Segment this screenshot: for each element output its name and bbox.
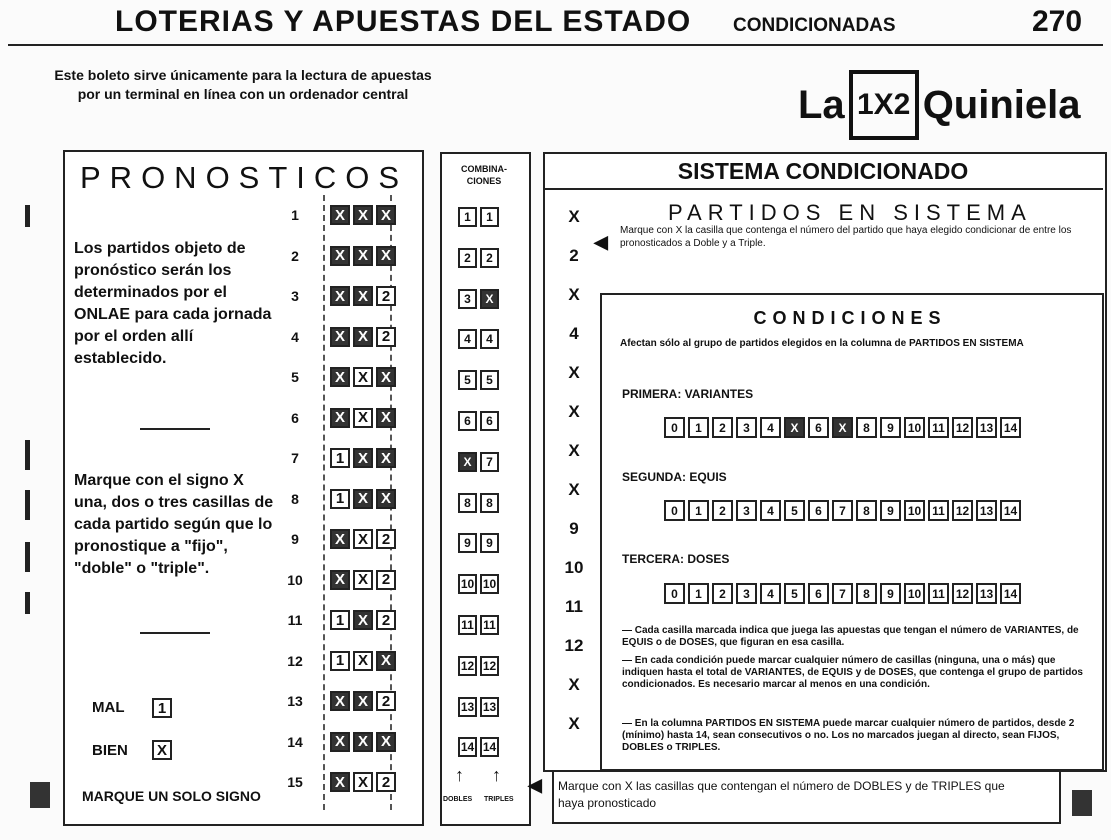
prediction-row xyxy=(330,529,399,549)
prediction-cell[interactable]: X xyxy=(376,732,396,752)
logo-right: Quiniela xyxy=(922,82,1081,127)
arrow-left-icon: ◀ xyxy=(594,232,608,252)
condition-cell[interactable]: 6 xyxy=(808,417,829,438)
condition-cell[interactable]: 7 xyxy=(832,583,853,604)
condiciones-panel xyxy=(600,293,1104,771)
prediction-cell[interactable]: X xyxy=(330,691,350,711)
prediction-cell[interactable]: X xyxy=(353,489,373,509)
divider xyxy=(140,428,210,430)
combination-cell[interactable]: X xyxy=(458,452,477,472)
combination-cell[interactable]: 5 xyxy=(480,370,499,390)
condition-cell[interactable]: 10 xyxy=(904,500,925,521)
condiciones-subtitle: Afectan sólo al grupo de partidos elegidos en la columna de PARTIDOS EN SISTEMA xyxy=(620,338,1024,349)
prediction-cell[interactable]: X xyxy=(353,246,373,266)
corner-mark xyxy=(1072,790,1092,816)
combination-cell[interactable]: 5 xyxy=(458,370,477,390)
timing-mark xyxy=(25,205,30,227)
combination-cell[interactable]: 1 xyxy=(458,207,477,227)
sistema-title: SISTEMA CONDICIONADO xyxy=(677,158,969,184)
sistema-match-cell[interactable]: X xyxy=(568,402,580,421)
match-number: 2 xyxy=(291,247,299,264)
tercera-label: TERCERA: DOSES xyxy=(622,552,730,566)
timing-mark xyxy=(25,542,30,572)
bien-label: BIEN xyxy=(92,742,128,759)
sistema-match-cell[interactable]: X xyxy=(568,675,580,694)
prediction-cell[interactable]: X xyxy=(330,246,350,266)
info-text xyxy=(48,66,438,104)
combinaciones-title: COMBINA-CIONES xyxy=(461,164,507,186)
condition-cell[interactable]: 1 xyxy=(688,417,709,438)
sistema-match-cell[interactable]: X xyxy=(568,363,580,382)
sistema-match-cell[interactable]: 2 xyxy=(569,246,579,265)
combination-cell[interactable]: 11 xyxy=(480,615,499,635)
prediction-cell[interactable]: X xyxy=(376,448,396,468)
info-line-2: por un terminal en línea con un ordenador central xyxy=(77,86,409,102)
sistema-match-cell[interactable]: X xyxy=(568,285,580,304)
prediction-row xyxy=(330,286,399,306)
prediction-cell[interactable]: X xyxy=(376,246,396,266)
prediction-cell[interactable]: X xyxy=(330,570,350,590)
condition-cell[interactable]: 2 xyxy=(712,417,733,438)
condition-cell[interactable]: 9 xyxy=(880,500,901,521)
prediction-cell[interactable]: X xyxy=(353,651,373,671)
header-divider xyxy=(8,44,1103,46)
combination-cell[interactable]: 14 xyxy=(458,737,477,757)
condition-cell[interactable]: 12 xyxy=(952,500,973,521)
prediction-cell[interactable]: X xyxy=(330,367,350,387)
prediction-cell[interactable]: X xyxy=(353,691,373,711)
prediction-row xyxy=(330,205,399,225)
pronosticos-title: PRONOSTICOS xyxy=(80,160,409,195)
sistema-match-cell[interactable]: X xyxy=(568,480,580,499)
prediction-cell[interactable]: X xyxy=(353,529,373,549)
combination-row xyxy=(458,615,502,635)
condition-cell[interactable]: 4 xyxy=(760,500,781,521)
match-number: 7 xyxy=(291,450,299,466)
logo-mark: 1X2 xyxy=(849,70,919,140)
prediction-row xyxy=(330,772,399,792)
match-number: 6 xyxy=(291,409,299,426)
prediction-row xyxy=(330,327,399,347)
condition-cell[interactable]: 8 xyxy=(856,583,877,604)
condiciones-title: CONDICIONES xyxy=(753,308,947,328)
condition-cell[interactable]: 14 xyxy=(1000,500,1021,521)
condition-cell[interactable]: 2 xyxy=(712,583,733,604)
condition-cell[interactable]: 3 xyxy=(736,417,757,438)
combination-cell[interactable]: 10 xyxy=(480,574,499,594)
prediction-cell[interactable]: 2 xyxy=(376,327,396,347)
header-number: 270 xyxy=(1032,5,1083,38)
prediction-cell[interactable]: X xyxy=(353,732,373,752)
condition-cell[interactable]: 9 xyxy=(880,417,901,438)
partidos-text: Marque con X la casilla que contenga el número del partido que haya elegido condicionar de entre los pronosticados a Doble y a Triple. xyxy=(620,225,1072,249)
combination-cell[interactable]: 10 xyxy=(458,574,477,594)
prediction-cell[interactable]: 1 xyxy=(330,489,350,509)
sistema-match-cell[interactable]: X xyxy=(568,441,580,460)
condition-cell[interactable]: 6 xyxy=(808,500,829,521)
condition-cell[interactable]: 4 xyxy=(760,583,781,604)
condition-cell[interactable]: X xyxy=(784,417,805,438)
arrow-up-icon: ↑ xyxy=(492,765,501,785)
combination-row xyxy=(458,574,502,594)
prediction-cell[interactable]: X xyxy=(353,205,373,225)
condition-cell[interactable]: 10 xyxy=(904,583,925,604)
prediction-cell[interactable]: X xyxy=(376,489,396,509)
bottom-instruction-text: Marque con X las casillas que contengan el número de DOBLES y de TRIPLES que haya pronosticado xyxy=(558,779,1005,810)
condition-cell[interactable]: 2 xyxy=(712,500,733,521)
match-number: 11 xyxy=(287,612,303,628)
sistema-match-cell[interactable]: X xyxy=(568,207,580,226)
combination-cell[interactable]: 6 xyxy=(480,411,499,431)
sistema-divider xyxy=(543,188,1103,190)
combination-cell[interactable]: 9 xyxy=(458,533,477,553)
match-number: 4 xyxy=(291,328,299,345)
sistema-match-cell[interactable]: 10 xyxy=(564,558,584,577)
match-number: 5 xyxy=(291,369,299,385)
prediction-cell[interactable]: X xyxy=(330,327,350,347)
prediction-cell[interactable]: X xyxy=(353,448,373,468)
prediction-cell[interactable]: X xyxy=(376,651,396,671)
prediction-cell[interactable]: 2 xyxy=(376,772,396,792)
prediction-cell[interactable]: X xyxy=(330,772,350,792)
prediction-row xyxy=(330,691,399,711)
tercera-cells xyxy=(664,583,1024,604)
prediction-cell[interactable]: X xyxy=(353,570,373,590)
match-number: 9 xyxy=(291,531,299,547)
combination-cell[interactable]: 1 xyxy=(480,207,499,227)
header-subtitle: CONDICIONADAS xyxy=(733,15,896,36)
divider xyxy=(140,632,210,634)
combination-cell[interactable]: 12 xyxy=(458,656,477,676)
timing-mark xyxy=(25,490,30,520)
condition-cell[interactable]: 13 xyxy=(976,417,997,438)
bien-example-cell: X xyxy=(152,740,172,760)
partidos-title: PARTIDOS EN SISTEMA xyxy=(668,200,1032,225)
condition-cell[interactable]: 11 xyxy=(928,500,949,521)
combination-cell[interactable]: X xyxy=(480,289,499,309)
combination-cell[interactable]: 8 xyxy=(458,493,477,513)
prediction-cell[interactable]: X xyxy=(376,408,396,428)
prediction-cell[interactable]: X xyxy=(330,408,350,428)
prediction-row xyxy=(330,448,399,468)
note-2: — En cada condición puede marcar cualquier número de casillas (ninguna, una o más) que indiquen hasta el total de VARIANTES, de EQUIS y de DOSES, que contenga el grupo de partidos condicionados. Es necesario marcar al menos en una condición. xyxy=(622,655,1083,690)
prediction-cell[interactable]: X xyxy=(330,732,350,752)
combination-cell[interactable]: 13 xyxy=(480,697,499,717)
match-number: 1 xyxy=(291,207,299,223)
combination-cell[interactable]: 4 xyxy=(458,329,477,349)
condition-cell[interactable]: 13 xyxy=(976,583,997,604)
condition-cell[interactable]: 3 xyxy=(736,500,757,521)
combination-row xyxy=(458,493,502,513)
pronosticos-instructions: Marque con el signo X una, dos o tres casillas de cada partido según que lo pronostique a "fijo", "doble" o "triple". xyxy=(74,472,274,577)
prediction-row xyxy=(330,651,399,671)
prediction-cell[interactable]: 2 xyxy=(376,529,396,549)
mal-example-cell: 1 xyxy=(152,698,172,718)
sistema-match-cell[interactable]: X xyxy=(568,714,580,733)
prediction-cell[interactable]: 2 xyxy=(376,286,396,306)
condition-cell[interactable]: 14 xyxy=(1000,583,1021,604)
combination-row xyxy=(458,370,502,390)
prediction-row xyxy=(330,732,399,752)
condition-cell[interactable]: 14 xyxy=(1000,417,1021,438)
prediction-cell[interactable]: X xyxy=(353,327,373,347)
condition-cell[interactable]: 1 xyxy=(688,500,709,521)
arrow-left-icon: ◀ xyxy=(528,775,542,795)
prediction-row xyxy=(330,246,399,266)
match-number: 12 xyxy=(287,652,303,669)
combination-cell[interactable]: 6 xyxy=(458,411,477,431)
match-number: 13 xyxy=(287,693,303,709)
segunda-cells xyxy=(664,500,1024,521)
condition-cell[interactable]: 5 xyxy=(784,500,805,521)
timing-mark xyxy=(25,592,30,614)
prediction-cell[interactable]: X xyxy=(376,367,396,387)
dobles-label: DOBLES xyxy=(443,796,473,803)
prediction-cell[interactable]: X xyxy=(353,286,373,306)
prediction-cell[interactable]: X xyxy=(330,286,350,306)
sistema-match-cell[interactable]: 9 xyxy=(569,519,579,538)
condition-cell[interactable]: 12 xyxy=(952,417,973,438)
sistema-match-cell[interactable]: 12 xyxy=(564,636,584,655)
prediction-cell[interactable]: 2 xyxy=(376,610,396,630)
match-number: 10 xyxy=(287,571,303,588)
prediction-cell[interactable]: X xyxy=(330,529,350,549)
mal-label: MAL xyxy=(92,699,125,716)
logo-left: La xyxy=(798,82,845,127)
condition-cell[interactable]: 3 xyxy=(736,583,757,604)
combination-cell[interactable]: 13 xyxy=(458,697,477,717)
condition-cell[interactable]: 0 xyxy=(664,417,685,438)
prediction-cell[interactable]: 2 xyxy=(376,691,396,711)
condition-cell[interactable]: 10 xyxy=(904,417,925,438)
prediction-cell[interactable]: 2 xyxy=(376,570,396,590)
segunda-label: SEGUNDA: EQUIS xyxy=(622,470,727,484)
combination-row xyxy=(458,248,502,268)
combination-cell[interactable]: 7 xyxy=(480,452,499,472)
combination-row xyxy=(458,411,502,431)
condition-cell[interactable]: 4 xyxy=(760,417,781,438)
prediction-cell[interactable]: X xyxy=(353,408,373,428)
condition-cell[interactable]: 9 xyxy=(880,583,901,604)
combination-cell[interactable]: 3 xyxy=(458,289,477,309)
sistema-match-cell[interactable]: 11 xyxy=(565,597,583,616)
arrow-up-icon: ↑ xyxy=(455,765,464,785)
prediction-row xyxy=(330,367,399,387)
combination-row xyxy=(458,697,502,717)
note-3: — En la columna PARTIDOS EN SISTEMA puede marcar cualquier número de partidos, desde 2 (mínimo) hasta 14, sean consecutivos o no. Los no marcados juegan al directo, sean FIJOS, DOBLES o TRIPLES. xyxy=(622,718,1075,753)
prediction-cell[interactable]: 1 xyxy=(330,610,350,630)
condition-cell[interactable]: 1 xyxy=(688,583,709,604)
combination-row xyxy=(458,737,502,757)
combination-cell[interactable]: 4 xyxy=(480,329,499,349)
condition-cell[interactable]: X xyxy=(832,417,853,438)
condition-cell[interactable]: 0 xyxy=(664,583,685,604)
prediction-row xyxy=(330,610,399,630)
combination-row xyxy=(458,207,502,227)
combination-cell[interactable]: 11 xyxy=(458,615,477,635)
condition-cell[interactable]: 7 xyxy=(832,500,853,521)
prediction-cell[interactable]: 1 xyxy=(330,448,350,468)
combination-cell[interactable]: 2 xyxy=(480,248,499,268)
condition-cell[interactable]: 0 xyxy=(664,500,685,521)
info-line-1: Este boleto sirve únicamente para la lectura de apuestas xyxy=(54,67,432,83)
condition-cell[interactable]: 11 xyxy=(928,583,949,604)
marque-label: MARQUE UN SOLO SIGNO xyxy=(82,788,261,804)
primera-cells xyxy=(664,417,1024,438)
primera-label: PRIMERA: VARIANTES xyxy=(622,387,754,401)
match-number: 14 xyxy=(287,733,303,750)
condition-cell[interactable]: 6 xyxy=(808,583,829,604)
condition-cell[interactable]: 8 xyxy=(856,417,877,438)
prediction-cell[interactable]: X xyxy=(330,205,350,225)
condition-cell[interactable]: 11 xyxy=(928,417,949,438)
combination-cell[interactable]: 14 xyxy=(480,737,499,757)
combination-cell[interactable]: 9 xyxy=(480,533,499,553)
quiniela-logo xyxy=(798,70,1081,140)
combination-row xyxy=(458,656,502,676)
combination-row xyxy=(458,533,502,553)
prediction-cell[interactable]: X xyxy=(376,205,396,225)
note-1: — Cada casilla marcada indica que juega las apuestas que tengan el número de VARIANTES, de EQUIS o de DOSES, que figuran en esa casilla. xyxy=(622,625,1079,648)
condition-cell[interactable]: 8 xyxy=(856,500,877,521)
header-title: LOTERIAS Y APUESTAS DEL ESTADO xyxy=(115,5,692,38)
corner-mark xyxy=(30,782,50,808)
match-number: 15 xyxy=(287,774,303,790)
prediction-cell[interactable]: X xyxy=(353,610,373,630)
combination-row xyxy=(458,452,502,472)
combination-cell[interactable]: 8 xyxy=(480,493,499,513)
condition-cell[interactable]: 12 xyxy=(952,583,973,604)
timing-mark xyxy=(25,440,30,470)
prediction-cell[interactable]: X xyxy=(353,367,373,387)
combination-cell[interactable]: 12 xyxy=(480,656,499,676)
prediction-cell[interactable]: 1 xyxy=(330,651,350,671)
match-number: 8 xyxy=(291,490,299,507)
combination-cell[interactable]: 2 xyxy=(458,248,477,268)
condition-cell[interactable]: 13 xyxy=(976,500,997,521)
prediction-row xyxy=(330,408,399,428)
prediction-cell[interactable]: X xyxy=(353,772,373,792)
combination-row xyxy=(458,329,502,349)
triples-label: TRIPLES xyxy=(484,796,514,803)
sistema-match-cell[interactable]: 4 xyxy=(569,324,579,343)
match-number: 3 xyxy=(291,288,299,304)
prediction-row xyxy=(330,570,399,590)
condition-cell[interactable]: 5 xyxy=(784,583,805,604)
combination-row xyxy=(458,289,502,309)
prediction-row xyxy=(330,489,399,509)
pronosticos-text: Los partidos objeto de pronóstico serán los determinados por el ONLAE para cada jornada por el orden allí establecido. xyxy=(74,240,272,367)
